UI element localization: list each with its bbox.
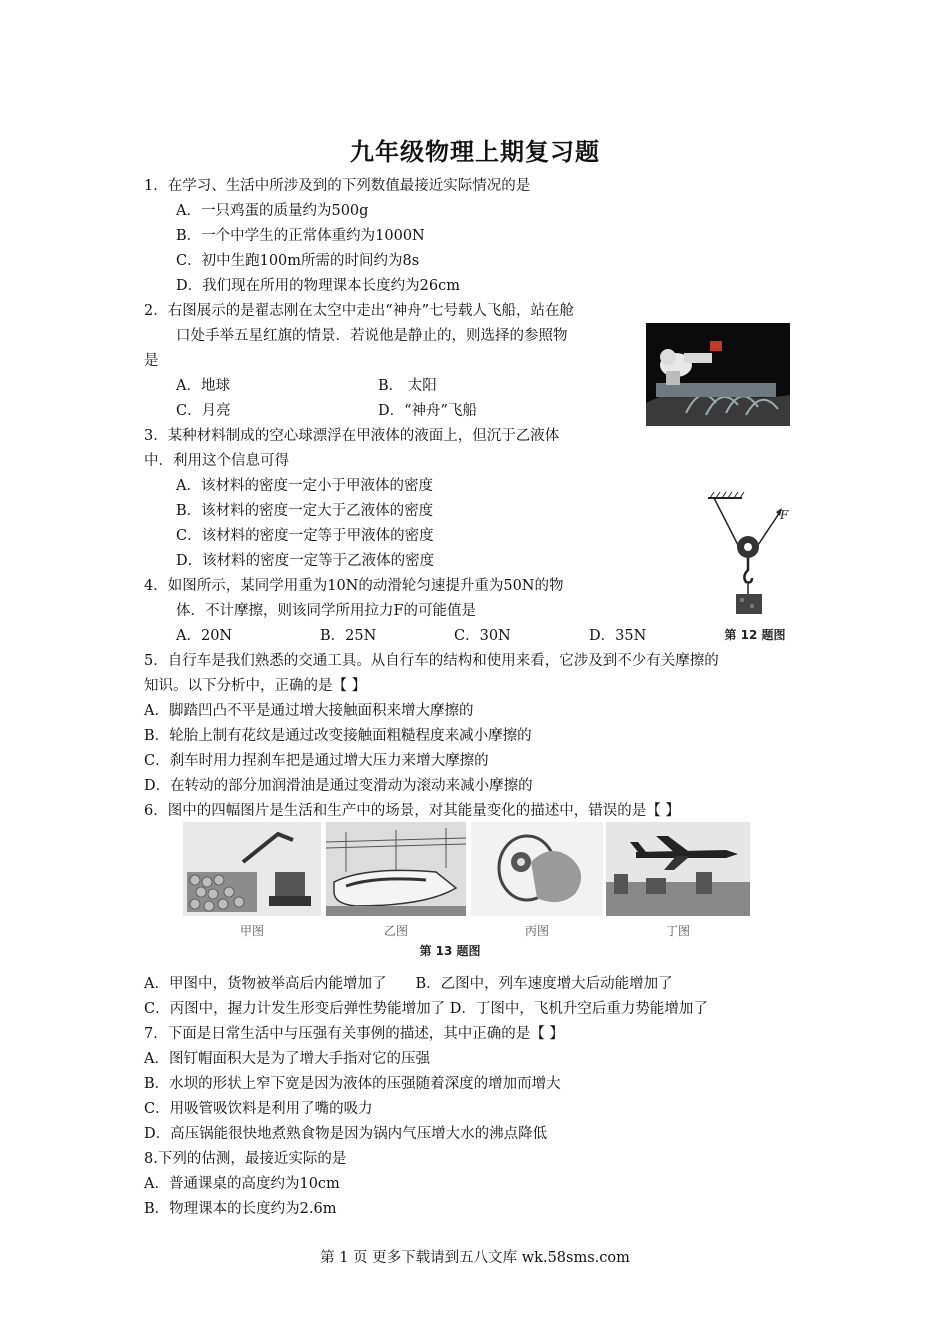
crane-logs-photo [183, 822, 321, 916]
q5-option-a: A．脚踏凹凸不平是通过增大接触面积来增大摩擦的 [144, 703, 474, 719]
q1-option-a: A．一只鸡蛋的质量约为500g [176, 203, 369, 219]
q1-option-d: D．我们现在所用的物理课本长度约为26cm [176, 278, 460, 294]
q6-options-cd: C．丙图中，握力计发生形变后弹性势能增加了 D．丁图中，飞机升空后重力势能增加了 [144, 1001, 708, 1017]
force-label: F [780, 508, 789, 522]
astronaut-photo [646, 323, 790, 426]
q1-option-b: B．一个中学生的正常体重约为1000N [176, 228, 425, 244]
q3-option-b: B．该材料的密度一定大于乙液体的密度 [176, 503, 434, 519]
q4-figure-caption: 第 12 题图 [724, 628, 786, 642]
grip-dynamometer-photo [471, 822, 603, 916]
q6-figure-caption: 第 13 题图 [419, 944, 481, 958]
q8-option-b: B．物理课本的长度约为2.6m [144, 1201, 337, 1217]
q8-option-a: A．普通课桌的高度约为10cm [144, 1176, 340, 1192]
train-photo [326, 822, 466, 916]
q5-option-b: B．轮胎上制有花纹是通过改变接触面粗糙程度来减小摩擦的 [144, 728, 532, 744]
q6-stem: 6．图中的四幅图片是生活和生产中的场景，对其能量变化的描述中，错误的是【 】 [144, 803, 680, 819]
q5-stem-line1: 5．自行车是我们熟悉的交通工具。从自行车的结构和使用来看，它涉及到不少有关摩擦的 [144, 653, 719, 669]
q4-option-b: B．25N [320, 628, 377, 644]
q5-option-d: D．在转动的部分加润滑油是通过变滑动为滚动来减小摩擦的 [144, 778, 533, 794]
q3-stem-line1: 3．某种材料制成的空心球漂浮在甲液体的液面上，但沉于乙液体 [144, 428, 560, 444]
q1-stem: 1．在学习、生活中所涉及到的下列数值最接近实际情况的是 [144, 178, 531, 194]
photo-label-yi: 乙图 [383, 924, 408, 938]
q1-option-c: C．初中生跑100m所需的时间约为8s [176, 253, 420, 269]
photo-label-jia: 甲图 [239, 924, 264, 938]
photo-label-bing: 丙图 [524, 924, 549, 938]
q4-option-a: A．20N [176, 628, 233, 644]
q7-option-c: C．用吸管吸饮料是利用了嘴的吸力 [144, 1101, 373, 1117]
page-title: 九年级物理上期复习题 [350, 138, 600, 166]
q2-stem-line2: 口处手举五星红旗的情景．若说他是静止的，则选择的参照物 [176, 328, 568, 344]
q2-stem-line3: 是 [144, 353, 159, 369]
q2-option-b: B． 太阳 [378, 378, 437, 394]
q2-option-a: A．地球 [176, 378, 230, 394]
q7-option-b: B．水坝的形状上窄下宽是因为液体的压强随着深度的增加而增大 [144, 1076, 561, 1092]
page-footer: 第 1 页 更多下载请到五八文库 wk.58sms.com [320, 1250, 630, 1266]
q3-option-d: D．该材料的密度一定等于乙液体的密度 [176, 553, 435, 569]
q2-option-d: D．“神舟”飞船 [378, 403, 477, 419]
q5-option-c: C．刹车时用力捏刹车把是通过增大压力来增大摩擦的 [144, 753, 489, 769]
photo-label-ding: 丁图 [665, 924, 690, 938]
q6-options-ab: A．甲图中，货物被举高后内能增加了 B．乙图中，列车速度增大后动能增加了 [144, 976, 673, 992]
q2-stem-line1: 2．右图展示的是翟志刚在太空中走出“神舟”七号载人飞船，站在舱 [144, 303, 575, 319]
q5-stem-line2: 知识。以下分析中，正确的是【 】 [144, 678, 367, 694]
airplane-photo [606, 822, 750, 916]
q3-option-a: A．该材料的密度一定小于甲液体的密度 [176, 478, 433, 494]
q4-stem-line2: 体．不计摩擦，则该同学所用拉力F的可能值是 [176, 603, 477, 619]
q8-stem: 8.下列的估测，最接近实际的是 [144, 1151, 347, 1167]
q7-stem: 7．下面是日常生活中与压强有关事例的描述，其中正确的是【 】 [144, 1026, 564, 1042]
q4-option-d: D．35N [589, 628, 647, 644]
q2-option-c: C．月亮 [176, 403, 231, 419]
q3-option-c: C．该材料的密度一定等于甲液体的密度 [176, 528, 434, 544]
q4-option-c: C．30N [454, 628, 511, 644]
q7-option-d: D．高压锅能很快地煮熟食物是因为锅内气压增大水的沸点降低 [144, 1126, 548, 1142]
q7-option-a: A．图钉帽面积大是为了增大手指对它的压强 [144, 1051, 430, 1067]
q4-stem-line1: 4．如图所示，某同学用重为10N的动滑轮匀速提升重为50N的物 [144, 578, 564, 594]
q3-stem-line2: 中．利用这个信息可得 [144, 453, 289, 469]
